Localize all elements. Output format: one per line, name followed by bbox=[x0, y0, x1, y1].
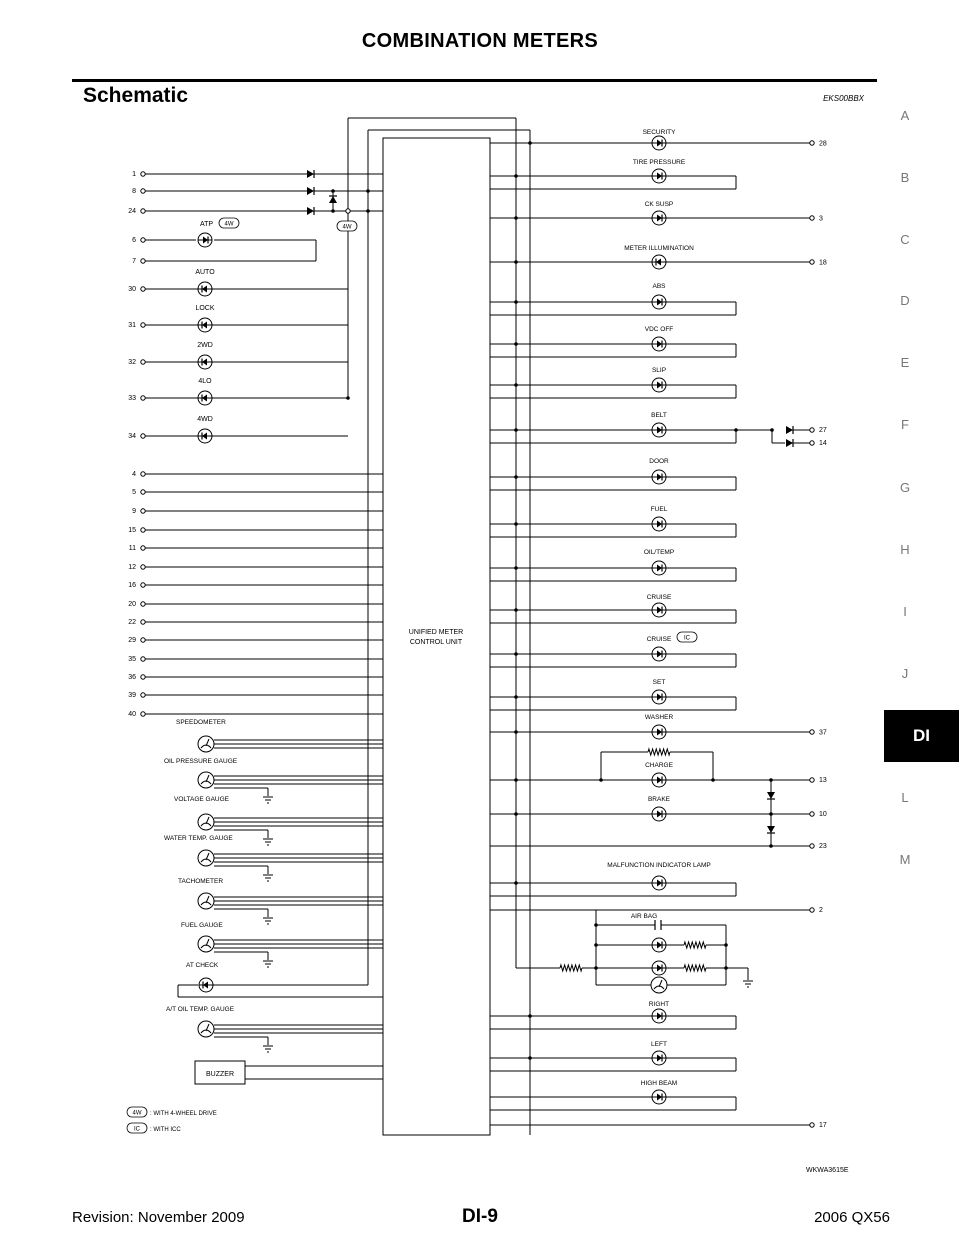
right-pin-label: 23 bbox=[819, 843, 827, 850]
side-index-j[interactable]: J bbox=[901, 666, 909, 681]
left-pin-terminal bbox=[141, 693, 145, 697]
left-pin-terminal bbox=[141, 712, 145, 716]
junction-dot bbox=[734, 428, 738, 432]
left-pin-label: 15 bbox=[128, 527, 136, 534]
left-pin-label: 1 bbox=[132, 171, 136, 178]
right-indicator-label: WASHER bbox=[644, 714, 674, 721]
side-index-m[interactable]: M bbox=[899, 852, 911, 867]
right-pin-terminal bbox=[810, 844, 814, 848]
left-led-label: LOCK bbox=[195, 305, 215, 312]
left-open-terminal bbox=[346, 209, 350, 213]
junction-dot bbox=[514, 300, 518, 304]
left-pin-terminal bbox=[141, 565, 145, 569]
junction-dot bbox=[514, 342, 518, 346]
junction-dot bbox=[514, 812, 518, 816]
right-indicator-label: CRUISE bbox=[646, 594, 672, 601]
right-pin-terminal bbox=[810, 441, 814, 445]
right-pin-terminal bbox=[810, 428, 814, 432]
left-pin-terminal bbox=[141, 472, 145, 476]
left-pin-label: 4 bbox=[132, 471, 136, 478]
junction-dot bbox=[514, 383, 518, 387]
side-index-h[interactable]: H bbox=[900, 542, 910, 557]
left-pin-terminal bbox=[141, 620, 145, 624]
brake-diode-1-arrow bbox=[767, 792, 775, 799]
junction-dot bbox=[514, 730, 518, 734]
airbag-label: AIR BAG bbox=[630, 913, 658, 920]
side-index-i[interactable]: I bbox=[903, 604, 907, 619]
left-pin-label: 7 bbox=[132, 258, 136, 265]
left-pin-label: 5 bbox=[132, 489, 136, 496]
junction-dot bbox=[528, 1056, 532, 1060]
right-pin-label: 3 bbox=[819, 215, 823, 223]
side-index-active-tab[interactable]: DI bbox=[884, 710, 959, 762]
left-pin-label: 16 bbox=[128, 582, 136, 589]
right-indicator-label: CHARGE bbox=[645, 762, 673, 769]
left-pin-terminal bbox=[141, 528, 145, 532]
right-pin-terminal bbox=[810, 908, 814, 912]
airbag-feed-resistor bbox=[560, 965, 582, 971]
junction-dot bbox=[514, 260, 518, 264]
option-tag-ic-text: IC bbox=[684, 635, 690, 642]
left-pin-label: 11 bbox=[128, 545, 136, 552]
legend-text-4w: : WITH 4-WHEEL DRIVE bbox=[150, 1111, 217, 1117]
right-pin-label: 28 bbox=[819, 140, 827, 148]
right-pin-terminal bbox=[810, 778, 814, 782]
right-pin-label: 17 bbox=[819, 1122, 827, 1129]
junction-dot bbox=[514, 522, 518, 526]
legend-text-ic: : WITH ICC bbox=[150, 1127, 181, 1133]
gauge-label: AT CHECK bbox=[186, 962, 219, 969]
right-indicator-label: METER ILLUMINATION bbox=[624, 245, 694, 252]
control-unit-label-line1: UNIFIED METER bbox=[408, 629, 464, 636]
right-pin-label: 27 bbox=[819, 427, 827, 434]
junction-dot bbox=[514, 695, 518, 699]
side-index-f[interactable]: F bbox=[901, 417, 909, 432]
gauge-8-body bbox=[198, 1021, 214, 1037]
right-pin-terminal bbox=[810, 730, 814, 734]
gauge-label: OIL PRESSURE GAUGE bbox=[164, 758, 238, 765]
left-pin-label: 36 bbox=[128, 674, 136, 681]
right-indicator-label: SLIP bbox=[651, 367, 667, 374]
right-indicator-label: FUEL bbox=[650, 506, 668, 513]
left-led-label: 4WD bbox=[197, 416, 213, 423]
brake-diode-2-arrow bbox=[767, 826, 775, 833]
left-pin-terminal bbox=[141, 638, 145, 642]
right-indicator-label: OIL/TEMP bbox=[643, 549, 675, 556]
option-tag-4w-left-text: 4W bbox=[342, 224, 352, 231]
belt-diode-27-arrow bbox=[786, 426, 793, 434]
right-pin-terminal bbox=[810, 1123, 814, 1127]
gauge-3-body bbox=[198, 814, 214, 830]
right-pin-label: 14 bbox=[819, 440, 827, 447]
side-index-d[interactable]: D bbox=[900, 293, 910, 308]
right-indicator-label: SECURITY bbox=[642, 129, 676, 136]
left-pin-diode-arrow bbox=[307, 207, 314, 215]
unified-meter-control-unit-box bbox=[383, 138, 490, 1135]
junction-dot bbox=[711, 778, 715, 782]
right-indicator-label: DOOR bbox=[649, 458, 669, 465]
left-pin-label: 22 bbox=[128, 619, 136, 626]
gauge-label: SPEEDOMETER bbox=[176, 719, 226, 726]
right-pin-label: 10 bbox=[819, 811, 827, 818]
control-unit-label-line2: CONTROL UNIT bbox=[409, 639, 463, 646]
junction-dot bbox=[528, 1014, 532, 1018]
left-pin-label: 12 bbox=[128, 564, 136, 571]
right-indicator-label: TIRE PRESSURE bbox=[632, 159, 686, 166]
gauge-label: VOLTAGE GAUGE bbox=[174, 796, 230, 803]
footer-page-number: DI-9 bbox=[462, 1206, 498, 1227]
left-pin-terminal bbox=[141, 323, 145, 327]
left-pin-terminal bbox=[141, 360, 145, 364]
belt-diode-14-arrow bbox=[786, 439, 793, 447]
left-pin-label: 24 bbox=[128, 208, 136, 215]
right-indicator-label: HIGH BEAM bbox=[640, 1080, 678, 1087]
footer-revision: Revision: November 2009 bbox=[72, 1209, 245, 1226]
left-pin-diode-arrow bbox=[307, 187, 314, 195]
gauge-1-body bbox=[198, 736, 214, 752]
left-bridge-diode-arrow bbox=[329, 196, 337, 203]
airbag-resistor-2 bbox=[684, 965, 706, 971]
gauge-2-body bbox=[198, 772, 214, 788]
right-indicator-label: BELT bbox=[651, 412, 667, 419]
junction-dot bbox=[514, 881, 518, 885]
left-pin-label: 31 bbox=[128, 322, 136, 329]
side-index-l[interactable]: L bbox=[901, 790, 909, 805]
gauge-5-body bbox=[198, 893, 214, 909]
junction-dot bbox=[514, 428, 518, 432]
left-pin-terminal bbox=[141, 172, 145, 176]
left-pin-terminal bbox=[141, 583, 145, 587]
charge-resistor bbox=[648, 749, 670, 755]
left-pin-label: 9 bbox=[132, 508, 136, 515]
junction-dot bbox=[594, 923, 598, 927]
buzzer-label: BUZZER bbox=[206, 1071, 234, 1078]
left-pin-terminal bbox=[141, 287, 145, 291]
atp-label: ATP bbox=[200, 221, 214, 228]
gauge-label: WATER TEMP. GAUGE bbox=[164, 835, 233, 842]
left-pin-terminal bbox=[141, 259, 145, 263]
side-index-e[interactable]: E bbox=[900, 355, 910, 370]
left-led-label: AUTO bbox=[195, 269, 215, 276]
junction-dot bbox=[594, 943, 598, 947]
gauge-label: A/T OIL TEMP. GAUGE bbox=[166, 1006, 235, 1013]
page-title: COMBINATION METERS bbox=[361, 30, 599, 52]
right-pin-terminal bbox=[810, 141, 814, 145]
left-pin-terminal bbox=[141, 434, 145, 438]
left-pin-label: 30 bbox=[128, 286, 136, 293]
left-pin-terminal bbox=[141, 509, 145, 513]
right-pin-label: 18 bbox=[819, 259, 827, 267]
right-pin-label: 2 bbox=[819, 907, 823, 914]
right-pin-terminal bbox=[810, 260, 814, 264]
junction-dot bbox=[331, 209, 335, 213]
airbag-resistor-1 bbox=[684, 942, 706, 948]
left-pin-terminal bbox=[141, 189, 145, 193]
airbag-transistor-body bbox=[651, 977, 667, 993]
right-pin-label: 13 bbox=[819, 777, 827, 784]
gauge-4-body bbox=[198, 850, 214, 866]
left-pin-terminal bbox=[141, 657, 145, 661]
side-index-a[interactable]: A bbox=[900, 108, 910, 123]
right-pin-terminal bbox=[810, 812, 814, 816]
right-indicator-label: SET bbox=[652, 679, 666, 686]
left-pin-label: 40 bbox=[128, 711, 136, 718]
side-index-b[interactable]: B bbox=[900, 170, 910, 185]
left-pin-label: 34 bbox=[128, 433, 136, 440]
side-index-g[interactable]: G bbox=[899, 480, 911, 495]
left-pin-label: 6 bbox=[132, 237, 136, 244]
junction-dot bbox=[594, 966, 598, 970]
left-pin-label: 35 bbox=[128, 656, 136, 663]
junction-dot bbox=[724, 966, 728, 970]
junction-dot bbox=[331, 189, 335, 193]
right-indicator-label: VDC OFF bbox=[644, 326, 674, 333]
junction-dot bbox=[514, 608, 518, 612]
option-tag-4w-atp-text: 4W bbox=[224, 221, 234, 228]
left-pin-label: 8 bbox=[132, 188, 136, 195]
gauge-label: TACHOMETER bbox=[178, 878, 224, 885]
gauge-label: FUEL GAUGE bbox=[181, 922, 223, 929]
left-pin-label: 29 bbox=[128, 637, 136, 644]
junction-dot bbox=[769, 844, 773, 848]
left-led-label: 4LO bbox=[198, 378, 212, 385]
left-led-label: 2WD bbox=[197, 342, 213, 349]
junction-dot bbox=[724, 943, 728, 947]
junction-dot bbox=[514, 566, 518, 570]
right-indicator-label: ABS bbox=[652, 283, 666, 290]
junction-dot bbox=[514, 174, 518, 178]
left-pin-label: 39 bbox=[128, 692, 136, 699]
left-pin-diode-arrow bbox=[307, 170, 314, 178]
left-pin-terminal bbox=[141, 238, 145, 242]
left-pin-label: 33 bbox=[128, 395, 136, 402]
left-pin-terminal bbox=[141, 602, 145, 606]
left-pin-terminal bbox=[141, 675, 145, 679]
legend-tag-4w-text: 4W bbox=[132, 1110, 142, 1117]
gauge-6-body bbox=[198, 936, 214, 952]
junction-dot bbox=[514, 475, 518, 479]
right-pin-terminal bbox=[810, 216, 814, 220]
right-indicator-label: RIGHT bbox=[648, 1001, 670, 1008]
left-pin-label: 32 bbox=[128, 359, 136, 366]
right-indicator-label: BRAKE bbox=[647, 796, 671, 803]
left-pin-terminal bbox=[141, 546, 145, 550]
left-pin-label: 20 bbox=[128, 601, 136, 608]
footer-model: 2006 QX56 bbox=[814, 1209, 890, 1226]
section-title: Schematic bbox=[83, 84, 189, 107]
right-indicator-label: LEFT bbox=[651, 1041, 667, 1048]
junction-dot bbox=[514, 778, 518, 782]
right-pin-label: 37 bbox=[819, 729, 827, 737]
left-pin-terminal bbox=[141, 209, 145, 213]
side-index-c[interactable]: C bbox=[900, 232, 910, 247]
junction-dot bbox=[346, 396, 350, 400]
left-pin-terminal bbox=[141, 490, 145, 494]
right-indicator-label: MALFUNCTION INDICATOR LAMP bbox=[607, 862, 711, 869]
left-pin-terminal bbox=[141, 396, 145, 400]
junction-dot bbox=[514, 652, 518, 656]
legend-tag-ic-text: IC bbox=[134, 1126, 140, 1133]
section-code: EKS00BBX bbox=[823, 94, 864, 103]
right-indicator-label: CRUISE bbox=[646, 636, 672, 643]
junction-dot bbox=[599, 778, 603, 782]
figure-code: WKWA3615E bbox=[806, 1167, 849, 1174]
junction-dot bbox=[514, 216, 518, 220]
right-indicator-label: CK SUSP bbox=[644, 201, 674, 208]
junction-dot bbox=[528, 141, 532, 145]
